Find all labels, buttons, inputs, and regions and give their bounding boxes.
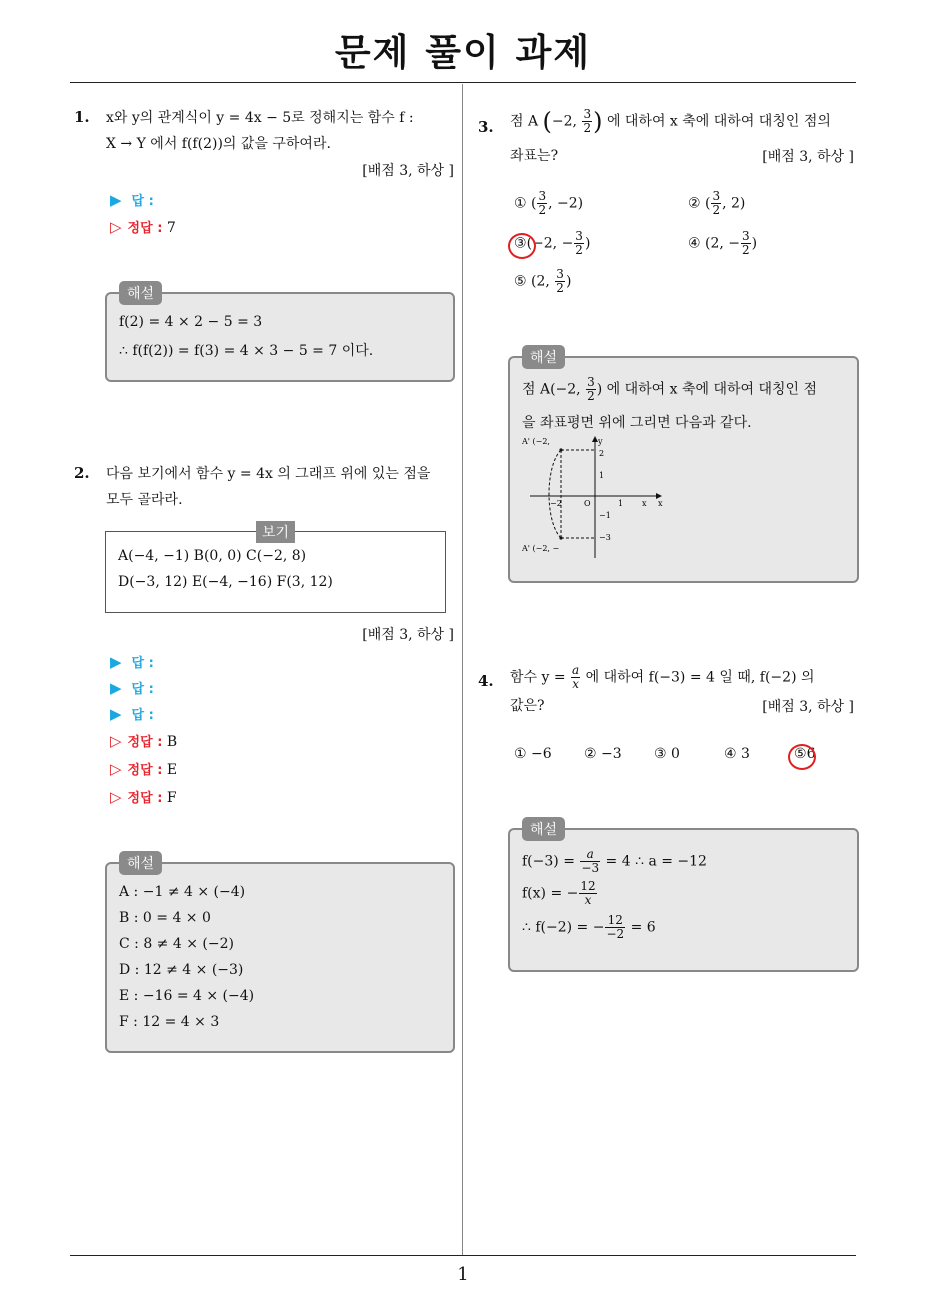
graph-tick: x bbox=[642, 499, 647, 508]
question-text-line1: 함수 y = $\frac{a}{x}$ 에 대하여 f(−3) = 4 일 때, f(−2) 의 bbox=[510, 663, 815, 691]
solution-box bbox=[105, 286, 455, 382]
graph-label: A' (−2, bbox=[522, 437, 550, 446]
play-arrow-icon: ▶ bbox=[110, 653, 122, 671]
correct-answer-row bbox=[110, 759, 177, 778]
outline-arrow-icon: ▷ bbox=[110, 218, 122, 236]
bogi-line: D(−3, 12) E(−4, −16) F(3, 12) bbox=[118, 574, 333, 590]
question-text-line1: 다음 보기에서 함수 y = 4x 의 그래프 위에 있는 점을 bbox=[106, 466, 431, 482]
question-text: 에 대하여 f(−3) = 4 일 때, f(−2) 의 bbox=[585, 669, 815, 686]
score-label: [배점 3, 하상 ] bbox=[362, 627, 454, 643]
question-number: 1. bbox=[74, 108, 90, 126]
graph-axis-label: y bbox=[598, 437, 603, 446]
solution-box bbox=[508, 350, 859, 583]
graph-tick: −3 bbox=[599, 533, 611, 542]
answer-label: 답 : bbox=[131, 194, 154, 209]
outline-arrow-icon: ▷ bbox=[110, 760, 122, 778]
answer-label: 답 : bbox=[131, 708, 154, 723]
choice-1[interactable]: ① −6 bbox=[514, 746, 552, 762]
bottom-rule bbox=[70, 1255, 856, 1256]
correct-value: F bbox=[166, 790, 177, 806]
solution-line: ∴ f(f(2)) = f(3) = 4 × 3 − 5 = 7 이다. bbox=[119, 343, 374, 359]
correct-label: 정답 : bbox=[127, 791, 163, 806]
choice-value: 6 bbox=[806, 746, 816, 762]
solution-text: 점 A(−2, bbox=[522, 381, 581, 398]
correct-value: E bbox=[166, 762, 178, 778]
solution-tag: 해설 bbox=[522, 345, 565, 369]
question-text-line1: 점 A (−2, $\frac{3}{2}$ ) 에 대하여 x 축에 대하여 대칭인 점의 bbox=[510, 107, 831, 136]
page-title: 문제 풀이 과제 bbox=[334, 31, 592, 74]
outline-arrow-icon: ▷ bbox=[110, 732, 122, 750]
question-text-line2: 값은? bbox=[510, 698, 545, 714]
solution-text: ∴ f(−2) = − bbox=[522, 919, 605, 936]
page-number: 1 bbox=[457, 1264, 469, 1285]
graph-tick: −2 bbox=[550, 499, 562, 508]
correct-value: B bbox=[166, 734, 178, 750]
graph-tick: 1 bbox=[599, 471, 605, 480]
answer-row bbox=[110, 190, 154, 209]
solution-line: E : −16 = 4 × (−4) bbox=[119, 988, 255, 1004]
solution-text: f(−3) = bbox=[522, 853, 575, 870]
correct-answer-row bbox=[110, 787, 177, 806]
choice-number: ④ bbox=[688, 235, 701, 252]
solution-line: f(−3) = $\frac{a}{-3}$ = 4 ∴ a = −12 bbox=[522, 847, 707, 875]
choice-5[interactable]: ⑤ (2, $\frac{3}{2}$ ) bbox=[514, 267, 572, 295]
choice-number: ② bbox=[688, 195, 701, 212]
correct-answer-row bbox=[110, 217, 176, 236]
solution-line: f(2) = 4 × 2 − 5 = 3 bbox=[119, 314, 263, 330]
top-rule bbox=[70, 82, 856, 83]
coordinate-graph bbox=[520, 436, 670, 566]
answer-label: 답 : bbox=[131, 656, 154, 671]
outline-arrow-icon: ▷ bbox=[110, 788, 122, 806]
selected-answer-circle bbox=[788, 744, 816, 770]
choice-1[interactable]: ① ( $\frac{3}{2}$ , −2) bbox=[514, 189, 584, 217]
bogi-box bbox=[105, 525, 446, 613]
correct-value: 7 bbox=[166, 220, 176, 236]
question-text-line2: 모두 골라라. bbox=[106, 492, 183, 508]
question-number: 4. bbox=[478, 672, 494, 690]
solution-text: = 6 bbox=[630, 919, 656, 936]
graph-tick: O bbox=[584, 499, 591, 508]
solution-line: A : −1 ≠ 4 × (−4) bbox=[119, 884, 246, 900]
selected-answer-circle bbox=[508, 233, 536, 259]
graph-label: A' (−2, − bbox=[522, 544, 560, 553]
score-label: [배점 3, 하상 ] bbox=[762, 699, 854, 715]
choice-number: ① bbox=[514, 195, 527, 212]
solution-line: 을 좌표평면 위에 그리면 다음과 같다. bbox=[522, 415, 752, 431]
solution-text: ) 에 대하여 x 축에 대하여 대칭인 점 bbox=[596, 381, 818, 398]
play-arrow-icon: ▶ bbox=[110, 679, 122, 697]
answer-row bbox=[110, 652, 154, 671]
correct-label: 정답 : bbox=[127, 735, 163, 750]
choice-3[interactable]: ③(−2, − $\frac{3}{2}$ ) bbox=[514, 229, 591, 257]
question-text-line2: 좌표는? bbox=[510, 148, 559, 164]
play-arrow-icon: ▶ bbox=[110, 705, 122, 723]
question-text: 에 대하여 x 축에 대하여 대칭인 점의 bbox=[606, 113, 831, 130]
correct-label: 정답 : bbox=[127, 221, 163, 236]
choice-2[interactable]: ② ( $\frac{3}{2}$ , 2) bbox=[688, 189, 746, 217]
choice-4[interactable]: ④ (2, − $\frac{3}{2}$ ) bbox=[688, 229, 758, 257]
question-text-line1: x와 y의 관계식이 y = 4x − 5로 정해지는 함수 f : bbox=[106, 110, 414, 126]
solution-line: f(x) = − $\frac{12}{x}$ bbox=[522, 879, 596, 907]
solution-line: ∴ f(−2) = − $\frac{12}{-2}$ = 6 bbox=[522, 913, 656, 941]
solution-line: C : 8 ≠ 4 × (−2) bbox=[119, 936, 234, 952]
answer-row bbox=[110, 678, 154, 697]
solution-text: f(x) = − bbox=[522, 885, 579, 902]
answer-row bbox=[110, 704, 154, 723]
question-number: 2. bbox=[74, 464, 90, 482]
solution-box bbox=[508, 822, 859, 972]
solution-tag: 해설 bbox=[119, 851, 162, 875]
graph-tick: 1 bbox=[618, 499, 624, 508]
choice-3[interactable]: ③ 0 bbox=[654, 746, 680, 762]
solution-tag: 해설 bbox=[522, 817, 565, 841]
choice-2[interactable]: ② −3 bbox=[584, 746, 622, 762]
choice-number: ⑤ bbox=[514, 273, 527, 290]
question-text-line2: X → Y 에서 f(f(2))의 값을 구하여라. bbox=[106, 136, 331, 152]
question-text: 함수 y = bbox=[510, 669, 566, 686]
bogi-line: A(−4, −1) B(0, 0) C(−2, 8) bbox=[118, 548, 307, 564]
question-number: 3. bbox=[478, 118, 494, 136]
choice-number: ⑤ bbox=[794, 746, 807, 762]
score-label: [배점 3, 하상 ] bbox=[762, 149, 854, 165]
correct-answer-row bbox=[110, 731, 177, 750]
correct-label: 정답 : bbox=[127, 763, 163, 778]
choice-number: ③ bbox=[514, 235, 527, 252]
answer-label: 답 : bbox=[131, 682, 154, 697]
choice-4[interactable]: ④ 3 bbox=[724, 746, 750, 762]
solution-box bbox=[105, 856, 455, 1053]
solution-text: = 4 ∴ a = −12 bbox=[605, 853, 707, 870]
solution-line: B : 0 = 4 × 0 bbox=[119, 910, 211, 926]
graph-tick: 2 bbox=[599, 449, 605, 458]
graph-tick: −1 bbox=[599, 511, 611, 520]
bogi-tag: 보기 bbox=[256, 521, 295, 543]
solution-tag: 해설 bbox=[119, 281, 162, 305]
question-text: 점 A bbox=[510, 113, 539, 130]
score-label: [배점 3, 하상 ] bbox=[362, 163, 454, 179]
play-arrow-icon: ▶ bbox=[110, 191, 122, 209]
solution-line: D : 12 ≠ 4 × (−3) bbox=[119, 962, 244, 978]
graph-axis-label: x bbox=[658, 499, 663, 508]
solution-line: F : 12 = 4 × 3 bbox=[119, 1014, 220, 1030]
solution-line: 점 A(−2, $\frac{3}{2}$ ) 에 대하여 x 축에 대하여 대칭인 점 bbox=[522, 375, 818, 403]
column-divider bbox=[462, 84, 463, 1256]
